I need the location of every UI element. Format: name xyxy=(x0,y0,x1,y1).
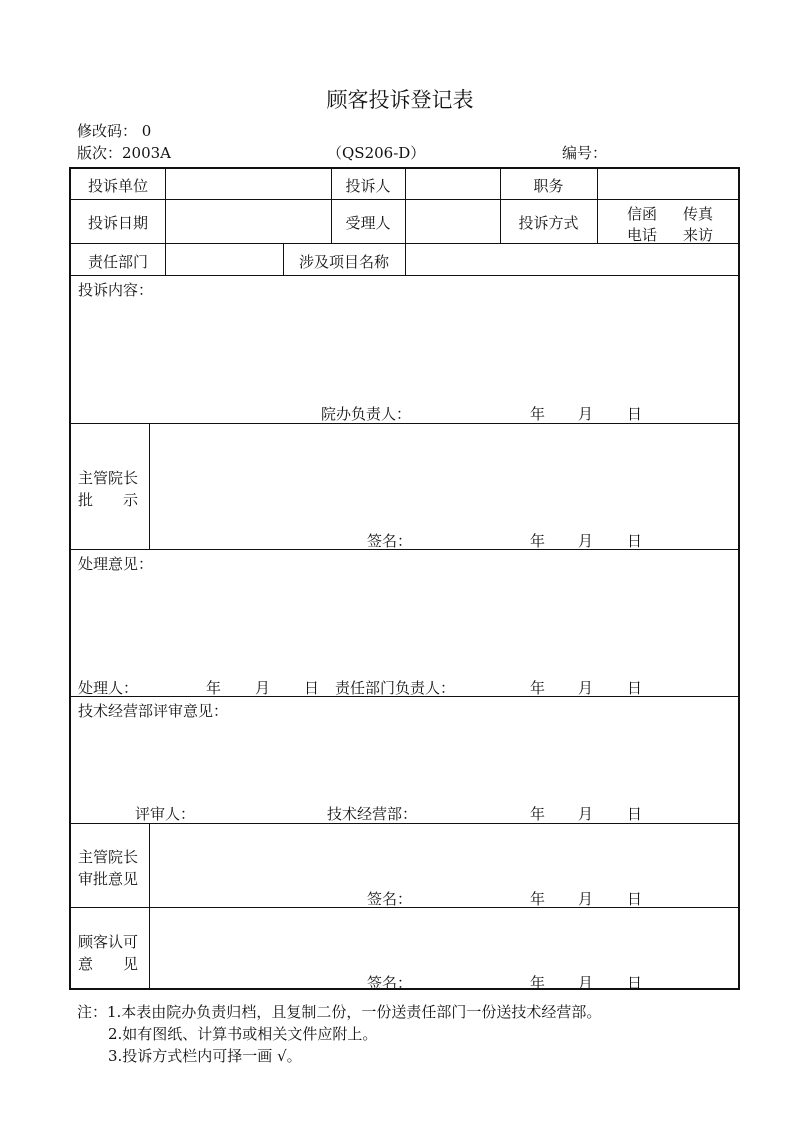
date-year: 年 xyxy=(530,532,546,550)
reviewer-label: 评审人： xyxy=(135,805,196,823)
date-year: 年 xyxy=(206,679,222,697)
responsible-dept-label: 责任部门 xyxy=(87,253,148,271)
date-month: 月 xyxy=(578,890,594,908)
method-option-fax[interactable]: 传真 xyxy=(683,205,714,223)
director-label-line1: 主管院长 xyxy=(78,469,139,487)
date-day: 日 xyxy=(627,679,643,697)
date-month: 月 xyxy=(578,805,594,823)
dept-head-label: 责任部门负责人： xyxy=(335,679,456,697)
signature-label: 签名： xyxy=(367,532,413,550)
method-option-visit[interactable]: 来访 xyxy=(683,226,714,244)
date-year: 年 xyxy=(530,805,546,823)
form-code: （QS206-D） xyxy=(327,144,426,162)
date-day: 日 xyxy=(627,974,643,992)
complaint-form-table xyxy=(69,167,740,990)
revision-code: 修改码： 0 xyxy=(77,122,152,140)
tech-review-label: 技术经营部评审意见： xyxy=(78,702,229,720)
receiver-label: 受理人 xyxy=(345,214,391,232)
director-approval-line1: 主管院长 xyxy=(78,848,139,866)
page-title: 顾客投诉登记表 xyxy=(326,88,474,112)
office-head-label: 院办负责人： xyxy=(321,405,412,423)
date-year: 年 xyxy=(530,890,546,908)
complainant-label: 投诉人 xyxy=(345,177,391,195)
date-day: 日 xyxy=(304,679,320,697)
date-day: 日 xyxy=(627,805,643,823)
date-day: 日 xyxy=(627,405,643,423)
date-month: 月 xyxy=(578,532,594,550)
signature-label: 签名： xyxy=(367,974,413,992)
complaint-content-label: 投诉内容： xyxy=(78,281,154,299)
customer-approval-line2: 意 见 xyxy=(78,955,139,973)
handler-label: 处理人： xyxy=(78,679,139,697)
date-month: 月 xyxy=(578,679,594,697)
date-year: 年 xyxy=(530,405,546,423)
signature-label: 签名： xyxy=(367,890,413,908)
position-label: 职务 xyxy=(533,177,564,195)
tech-dept-label: 技术经营部： xyxy=(327,805,418,823)
handling-opinion-label: 处理意见： xyxy=(78,555,154,573)
director-approval-line2: 审批意见 xyxy=(78,870,139,888)
date-year: 年 xyxy=(530,679,546,697)
date-year: 年 xyxy=(530,974,546,992)
method-option-phone[interactable]: 电话 xyxy=(627,226,658,244)
note-3: 3.投诉方式栏内可择一画 √。 xyxy=(108,1047,302,1065)
method-option-letter[interactable]: 信函 xyxy=(627,205,658,223)
customer-approval-line1: 顾客认可 xyxy=(78,933,139,951)
version: 版次：2003A xyxy=(77,144,172,162)
note-2: 2.如有图纸、计算书或相关文件应附上。 xyxy=(108,1025,378,1043)
complaint-method-label: 投诉方式 xyxy=(518,214,579,232)
date-day: 日 xyxy=(627,532,643,550)
date-month: 月 xyxy=(578,974,594,992)
date-month: 月 xyxy=(255,679,271,697)
serial-number-label: 编号： xyxy=(562,144,608,162)
date-month: 月 xyxy=(578,405,594,423)
date-day: 日 xyxy=(627,890,643,908)
complaint-unit-label: 投诉单位 xyxy=(87,177,148,195)
project-name-label: 涉及项目名称 xyxy=(298,253,389,271)
director-label-line2: 批 示 xyxy=(78,491,139,509)
note-1: 注：1.本表由院办负责归档，且复制二份，一份送责任部门一份送技术经营部。 xyxy=(77,1003,602,1021)
complaint-date-label: 投诉日期 xyxy=(87,214,148,232)
